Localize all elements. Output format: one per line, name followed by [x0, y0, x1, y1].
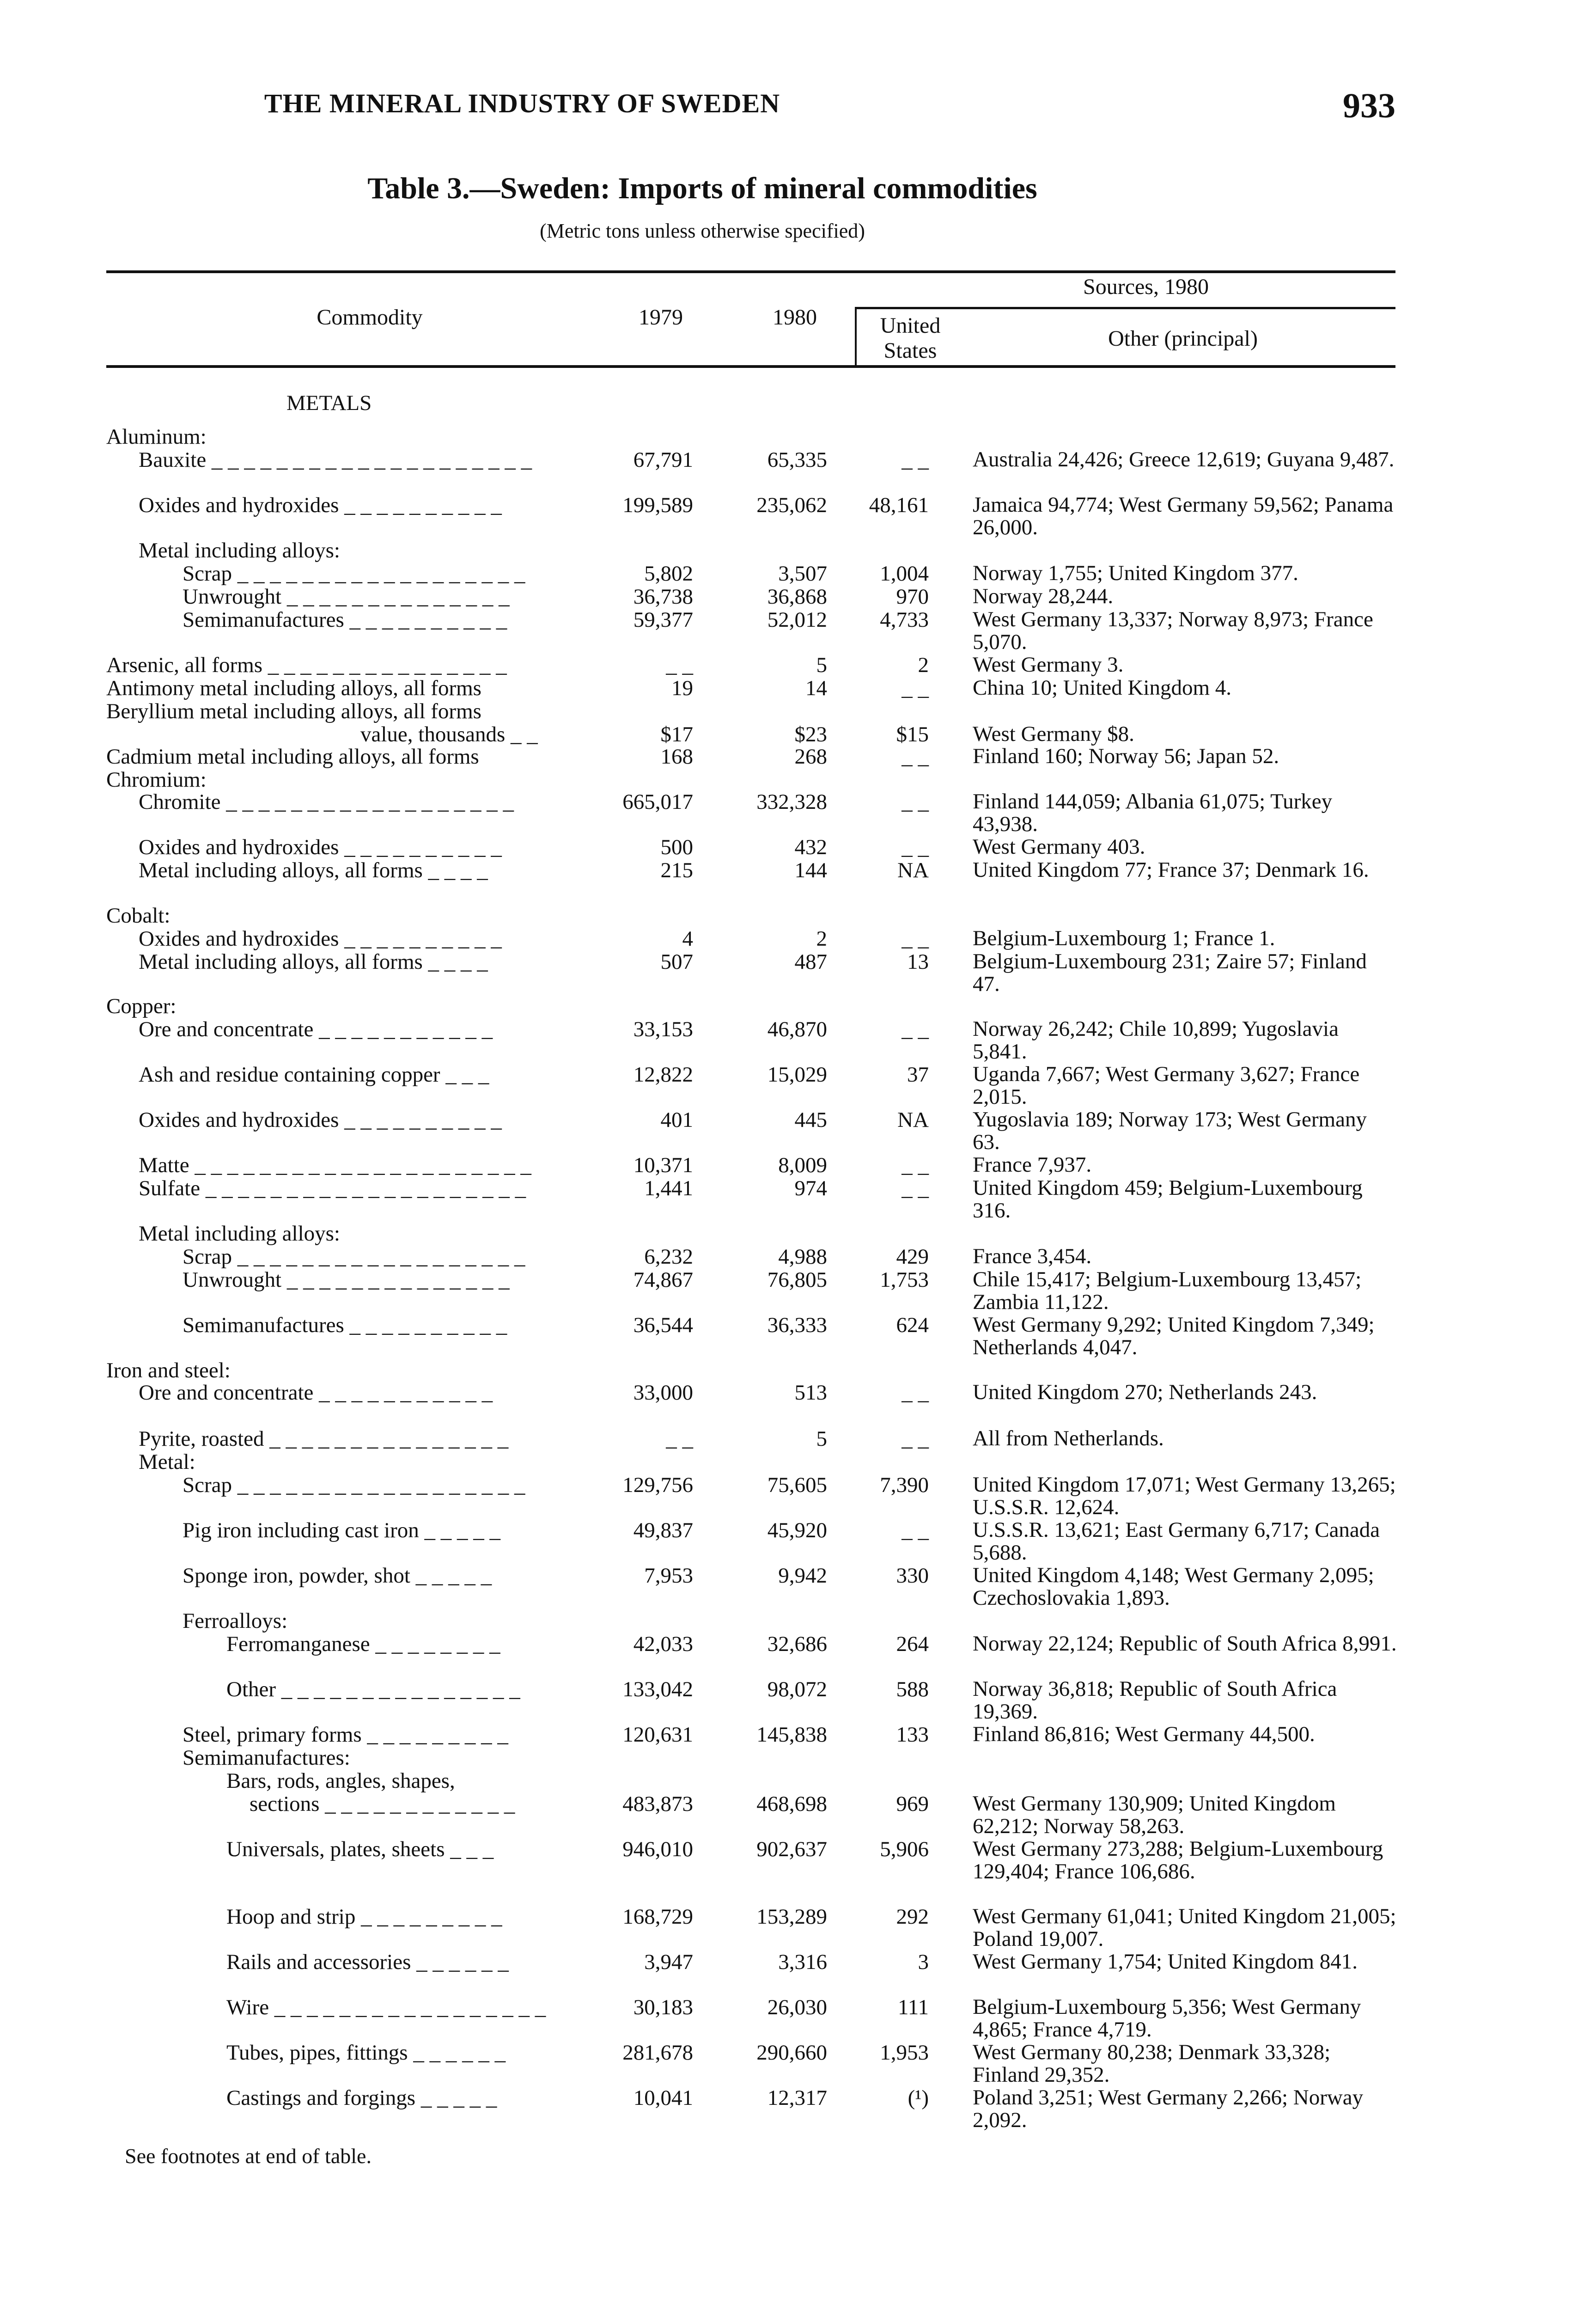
value-other-sources: West Germany 1,754; United Kingdom 841. — [973, 1950, 1358, 1974]
value-united-states: $15 — [896, 722, 929, 746]
commodity-label: Sulfate _ _ _ _ _ _ _ _ _ _ _ _ _ _ _ _ _ _ _ _ — [139, 1176, 526, 1200]
value-1979: 10,371 — [633, 1153, 693, 1177]
value-united-states: _ _ — [902, 835, 929, 859]
value-united-states: _ _ — [902, 1176, 929, 1200]
table-subtitle: (Metric tons unless otherwise specified) — [540, 220, 865, 242]
commodity-label: Matte _ _ _ _ _ _ _ _ _ _ _ _ _ _ _ _ _ _ _ _ _ — [139, 1153, 531, 1177]
value-united-states: _ _ — [902, 927, 929, 951]
value-1979: 6,232 — [644, 1245, 693, 1269]
us-header-line2: States — [883, 338, 937, 363]
commodity-label: Sponge iron, powder, shot _ _ _ _ _ — [183, 1564, 492, 1588]
value-1980: 5 — [816, 653, 827, 677]
commodity-label: Oxides and hydroxides _ _ _ _ _ _ _ _ _ _ — [139, 927, 502, 951]
commodity-label: Scrap _ _ _ _ _ _ _ _ _ _ _ _ _ _ _ _ _ _ — [183, 1245, 525, 1269]
value-1980: 153,289 — [756, 1905, 827, 1929]
value-other-sources: Poland 3,251; West Germany 2,266; Norway 2,092. — [973, 2085, 1364, 2132]
commodity-label: Ore and concentrate _ _ _ _ _ _ _ _ _ _ _ — [139, 1017, 493, 1041]
value-other-sources: West Germany $8. — [973, 722, 1134, 746]
value-1980: 5 — [816, 1427, 827, 1451]
value-united-states: 111 — [897, 1995, 929, 2019]
page-number: 933 — [1343, 86, 1395, 125]
column-header-commodity: Commodity — [317, 305, 423, 330]
value-1980: 32,686 — [767, 1632, 827, 1656]
value-1980: 26,030 — [767, 1995, 827, 2019]
value-1979: 1,441 — [644, 1176, 693, 1200]
commodity-label: Bauxite _ _ _ _ _ _ _ _ _ _ _ _ _ _ _ _ _ _ _ _ — [139, 448, 532, 472]
value-united-states: NA — [897, 858, 929, 882]
value-united-states: _ _ — [902, 1427, 929, 1451]
value-other-sources: West Germany 403. — [973, 835, 1145, 859]
commodity-label: Castings and forgings _ _ _ _ _ — [226, 2086, 497, 2110]
value-1979: 215 — [660, 858, 693, 882]
value-1979: 33,153 — [633, 1017, 693, 1041]
value-1979: 129,756 — [622, 1473, 693, 1497]
commodity-label: Steel, primary forms _ _ _ _ _ _ _ _ _ — [183, 1723, 508, 1747]
value-1979: 133,042 — [622, 1677, 693, 1701]
commodity-label: Scrap _ _ _ _ _ _ _ _ _ _ _ _ _ _ _ _ _ _ — [183, 562, 525, 586]
value-other-sources: Finland 86,816; West Germany 44,500. — [973, 1722, 1315, 1746]
value-united-states: 429 — [896, 1245, 929, 1269]
value-other-sources: United Kingdom 4,148; West Germany 2,095; Czechoslovakia 1,893. — [973, 1563, 1374, 1610]
us-header-line1: United — [880, 313, 941, 338]
commodity-label: Metal: — [139, 1450, 195, 1474]
commodity-label: Iron and steel: — [106, 1358, 231, 1382]
value-1980: 15,029 — [767, 1063, 827, 1087]
value-1980: 144 — [794, 858, 827, 882]
commodity-label: Rails and accessories _ _ _ _ _ _ — [226, 1950, 509, 1974]
commodity-label: Metal including alloys, all forms _ _ _ _ — [139, 858, 488, 882]
value-1979: 12,822 — [633, 1063, 693, 1087]
value-1979: $17 — [660, 722, 693, 746]
commodity-label: Ash and residue containing copper _ _ _ — [139, 1063, 489, 1087]
value-other-sources: West Germany 61,041; United Kingdom 21,005; Poland 19,007. — [973, 1904, 1396, 1951]
value-1980: 36,868 — [767, 585, 827, 609]
value-united-states: 2 — [918, 653, 929, 677]
value-1979: 281,678 — [622, 2041, 693, 2065]
value-other-sources: France 7,937. — [973, 1153, 1092, 1177]
value-other-sources: West Germany 80,238; Denmark 33,328; Finland 29,352. — [973, 2040, 1331, 2087]
value-1979: 30,183 — [633, 1995, 693, 2019]
commodity-label: Oxides and hydroxides _ _ _ _ _ _ _ _ _ _ — [139, 493, 502, 517]
column-header-united-states — [859, 313, 961, 363]
value-1979: 4 — [682, 927, 693, 951]
commodity-label: Metal including alloys: — [139, 538, 340, 562]
commodity-label: Pyrite, roasted _ _ _ _ _ _ _ _ _ _ _ _ _ _ _ — [139, 1427, 509, 1451]
value-other-sources: Yugoslavia 189; Norway 173; West Germany 63. — [973, 1107, 1367, 1154]
footnote: See footnotes at end of table. — [125, 2144, 372, 2168]
value-1980: 432 — [794, 835, 827, 859]
value-1979: 168 — [660, 745, 693, 769]
value-1979: 500 — [660, 835, 693, 859]
value-united-states: 1,953 — [880, 2041, 929, 2065]
value-united-states: 4,733 — [880, 608, 929, 632]
value-other-sources: Norway 22,124; Republic of South Africa 8,991. — [973, 1632, 1397, 1656]
value-other-sources: West Germany 13,337; Norway 8,973; France 5,070. — [973, 607, 1373, 654]
value-1979: 10,041 — [633, 2086, 693, 2110]
value-united-states: (¹) — [908, 2086, 929, 2110]
value-other-sources: United Kingdom 270; Netherlands 243. — [973, 1380, 1317, 1404]
value-1979: 120,631 — [622, 1723, 693, 1747]
commodity-label: Tubes, pipes, fittings _ _ _ _ _ _ — [226, 2041, 506, 2065]
commodity-label: sections _ _ _ _ _ _ _ _ _ _ _ _ — [250, 1792, 515, 1816]
value-1980: 974 — [794, 1176, 827, 1200]
value-united-states: 48,161 — [869, 493, 929, 517]
value-1979: 74,867 — [633, 1268, 693, 1292]
section-heading: METALS — [286, 391, 372, 415]
value-other-sources: Norway 1,755; United Kingdom 377. — [973, 561, 1298, 585]
value-other-sources: West Germany 3. — [973, 653, 1124, 677]
value-1980: 98,072 — [767, 1677, 827, 1701]
value-1979: 507 — [660, 950, 693, 974]
commodity-label: Other _ _ _ _ _ _ _ _ _ _ _ _ _ _ _ — [226, 1677, 520, 1701]
value-1980: 46,870 — [767, 1017, 827, 1041]
value-other-sources: Norway 36,818; Republic of South Africa 19,369. — [973, 1677, 1337, 1724]
value-united-states: 5,906 — [880, 1837, 929, 1861]
commodity-label: Hoop and strip _ _ _ _ _ _ _ _ _ — [226, 1905, 502, 1929]
value-1980: 52,012 — [767, 608, 827, 632]
value-1979: 665,017 — [622, 790, 693, 814]
sources-divider — [855, 307, 857, 365]
value-other-sources: West Germany 273,288; Belgium-Luxembourg 129,404; France 106,686. — [973, 1837, 1383, 1883]
commodity-label: Universals, plates, sheets _ _ _ — [226, 1837, 494, 1861]
value-1979: 59,377 — [633, 608, 693, 632]
value-other-sources: Uganda 7,667; West Germany 3,627; France 2,015. — [973, 1062, 1360, 1109]
value-united-states: 7,390 — [880, 1473, 929, 1497]
commodity-label: Unwrought _ _ _ _ _ _ _ _ _ _ _ _ _ _ — [183, 1268, 510, 1292]
value-united-states: 37 — [907, 1063, 929, 1087]
commodity-label: Ore and concentrate _ _ _ _ _ _ _ _ _ _ _ — [139, 1381, 493, 1405]
commodity-label: Beryllium metal including alloys, all forms — [106, 699, 481, 723]
commodity-label: Cobalt: — [106, 904, 171, 928]
value-1980: 902,637 — [756, 1837, 827, 1861]
commodity-label: Bars, rods, angles, shapes, — [226, 1769, 455, 1793]
value-united-states: 624 — [896, 1313, 929, 1337]
commodity-label: Unwrought _ _ _ _ _ _ _ _ _ _ _ _ _ _ — [183, 585, 510, 609]
value-1980: 268 — [794, 745, 827, 769]
value-1979: _ _ — [666, 1427, 693, 1451]
value-1979: 7,953 — [644, 1564, 693, 1588]
column-header-other: Other (principal) — [1108, 326, 1258, 351]
value-1980: 14 — [805, 676, 827, 700]
value-1980: 235,062 — [756, 493, 827, 517]
value-other-sources: United Kingdom 17,071; West Germany 13,265; U.S.S.R. 12,624. — [973, 1473, 1396, 1519]
value-1980: 468,698 — [756, 1792, 827, 1816]
sources-rule — [855, 307, 1395, 309]
value-1979: 5,802 — [644, 562, 693, 586]
value-other-sources: All from Netherlands. — [973, 1426, 1164, 1450]
value-1979: 33,000 — [633, 1381, 693, 1405]
value-1980: 76,805 — [767, 1268, 827, 1292]
value-other-sources: West Germany 9,292; United Kingdom 7,349; Netherlands 4,047. — [973, 1313, 1375, 1359]
column-header-sources: Sources, 1980 — [1083, 275, 1209, 299]
commodity-label: Aluminum: — [106, 425, 207, 449]
value-other-sources: Chile 15,417; Belgium-Luxembourg 13,457; Zambia 11,122. — [973, 1267, 1362, 1314]
table-top-rule — [106, 270, 1395, 273]
commodity-label: Ferroalloys: — [183, 1609, 288, 1633]
value-united-states: 1,004 — [880, 562, 929, 586]
value-other-sources: Jamaica 94,774; West Germany 59,562; Panama 26,000. — [973, 493, 1394, 539]
value-1980: 9,942 — [778, 1564, 827, 1588]
commodity-label: Metal including alloys, all forms _ _ _ _ — [139, 950, 488, 974]
value-other-sources: Australia 24,426; Greece 12,619; Guyana 9,487. — [973, 447, 1395, 471]
value-united-states: _ _ — [902, 1153, 929, 1177]
value-1979: 199,589 — [622, 493, 693, 517]
value-1980: 3,316 — [778, 1950, 827, 1974]
commodity-label: Semimanufactures: — [183, 1746, 350, 1770]
value-united-states: 330 — [896, 1564, 929, 1588]
value-1980: 8,009 — [778, 1153, 827, 1177]
value-united-states: 133 — [896, 1723, 929, 1747]
value-1980: 290,660 — [756, 2041, 827, 2065]
value-other-sources: Finland 144,059; Albania 61,075; Turkey 43,938. — [973, 789, 1333, 836]
value-1980: 2 — [816, 927, 827, 951]
value-united-states: _ _ — [902, 448, 929, 472]
commodity-label: Scrap _ _ _ _ _ _ _ _ _ _ _ _ _ _ _ _ _ _ — [183, 1473, 525, 1497]
commodity-label: Chromium: — [106, 768, 207, 792]
value-other-sources: Norway 28,244. — [973, 584, 1114, 608]
value-1979: 946,010 — [622, 1837, 693, 1861]
value-1979: 36,544 — [633, 1313, 693, 1337]
value-1979: 36,738 — [633, 585, 693, 609]
commodity-label: Semimanufactures _ _ _ _ _ _ _ _ _ _ — [183, 1313, 507, 1337]
value-united-states: 969 — [896, 1792, 929, 1816]
value-other-sources: United Kingdom 77; France 37; Denmark 16. — [973, 858, 1369, 882]
value-united-states: 588 — [896, 1677, 929, 1701]
value-1980: 45,920 — [767, 1518, 827, 1542]
commodity-label: Cadmium metal including alloys, all forms — [106, 745, 479, 769]
value-united-states: NA — [897, 1108, 929, 1132]
value-1980: 12,317 — [767, 2086, 827, 2110]
commodity-label: Copper: — [106, 994, 177, 1018]
value-1980: 4,988 — [778, 1245, 827, 1269]
value-other-sources: France 3,454. — [973, 1244, 1092, 1268]
commodity-label: Wire _ _ _ _ _ _ _ _ _ _ _ _ _ _ _ _ _ — [226, 1995, 546, 2019]
value-united-states: _ _ — [902, 790, 929, 814]
value-other-sources: Norway 26,242; Chile 10,899; Yugoslavia 5,841. — [973, 1017, 1339, 1064]
value-united-states: _ _ — [902, 1518, 929, 1542]
commodity-label: Chromite _ _ _ _ _ _ _ _ _ _ _ _ _ _ _ _ _ _ — [139, 790, 514, 814]
commodity-label: Metal including alloys: — [139, 1222, 340, 1246]
commodity-label: Ferromanganese _ _ _ _ _ _ _ _ — [226, 1632, 500, 1656]
commodity-label: Pig iron including cast iron _ _ _ _ _ — [183, 1518, 500, 1542]
header-bottom-rule — [106, 365, 1395, 368]
value-united-states: 264 — [896, 1632, 929, 1656]
value-united-states: 292 — [896, 1905, 929, 1929]
value-united-states: 1,753 — [880, 1268, 929, 1292]
value-1979: 168,729 — [622, 1905, 693, 1929]
value-1979: 49,837 — [633, 1518, 693, 1542]
value-other-sources: Finland 160; Norway 56; Japan 52. — [973, 744, 1279, 768]
value-1979: 42,033 — [633, 1632, 693, 1656]
value-1980: 445 — [794, 1108, 827, 1132]
value-1980: 65,335 — [767, 448, 827, 472]
value-united-states: _ _ — [902, 745, 929, 769]
value-1980: 487 — [794, 950, 827, 974]
value-other-sources: Belgium-Luxembourg 1; France 1. — [973, 926, 1275, 950]
commodity-label: Semimanufactures _ _ _ _ _ _ _ _ _ _ — [183, 608, 507, 632]
value-1979: 3,947 — [644, 1950, 693, 1974]
value-1979: 483,873 — [622, 1792, 693, 1816]
value-1979: 67,791 — [633, 448, 693, 472]
column-header-1980: 1980 — [773, 305, 817, 330]
commodity-label: Arsenic, all forms _ _ _ _ _ _ _ _ _ _ _ _ _ _ _ — [106, 653, 507, 677]
value-united-states: _ _ — [902, 676, 929, 700]
table-title: Table 3.—Sweden: Imports of mineral commodities — [367, 171, 1037, 205]
value-united-states: _ _ — [902, 1017, 929, 1041]
value-other-sources: Belgium-Luxembourg 5,356; West Germany 4,865; France 4,719. — [973, 1995, 1361, 2042]
value-1980: $23 — [794, 722, 827, 746]
value-1979: 19 — [671, 676, 693, 700]
commodity-label: Antimony metal including alloys, all forms — [106, 676, 481, 700]
value-other-sources: U.S.S.R. 13,621; East Germany 6,717; Canada 5,688. — [973, 1518, 1380, 1565]
running-title: THE MINERAL INDUSTRY OF SWEDEN — [264, 88, 780, 118]
value-united-states: 13 — [907, 950, 929, 974]
value-1980: 36,333 — [767, 1313, 827, 1337]
value-other-sources: West Germany 130,909; United Kingdom 62,212; Norway 58,263. — [973, 1791, 1336, 1838]
value-united-states: 970 — [896, 585, 929, 609]
value-1979: 401 — [660, 1108, 693, 1132]
commodity-label: Oxides and hydroxides _ _ _ _ _ _ _ _ _ _ — [139, 835, 502, 859]
value-1980: 332,328 — [756, 790, 827, 814]
column-header-1979: 1979 — [639, 305, 683, 330]
value-united-states: 3 — [918, 1950, 929, 1974]
value-1979: _ _ — [666, 653, 693, 677]
value-united-states: _ _ — [902, 1381, 929, 1405]
value-1980: 3,507 — [778, 562, 827, 586]
value-other-sources: United Kingdom 459; Belgium-Luxembourg 316. — [973, 1176, 1363, 1223]
commodity-label: Oxides and hydroxides _ _ _ _ _ _ _ _ _ _ — [139, 1108, 502, 1132]
value-1980: 513 — [794, 1381, 827, 1405]
value-other-sources: China 10; United Kingdom 4. — [973, 676, 1232, 700]
value-other-sources: Belgium-Luxembourg 231; Zaire 57; Finland 47. — [973, 949, 1367, 996]
commodity-label: value, thousands _ _ — [360, 722, 538, 746]
value-1980: 75,605 — [767, 1473, 827, 1497]
value-1980: 145,838 — [756, 1723, 827, 1747]
